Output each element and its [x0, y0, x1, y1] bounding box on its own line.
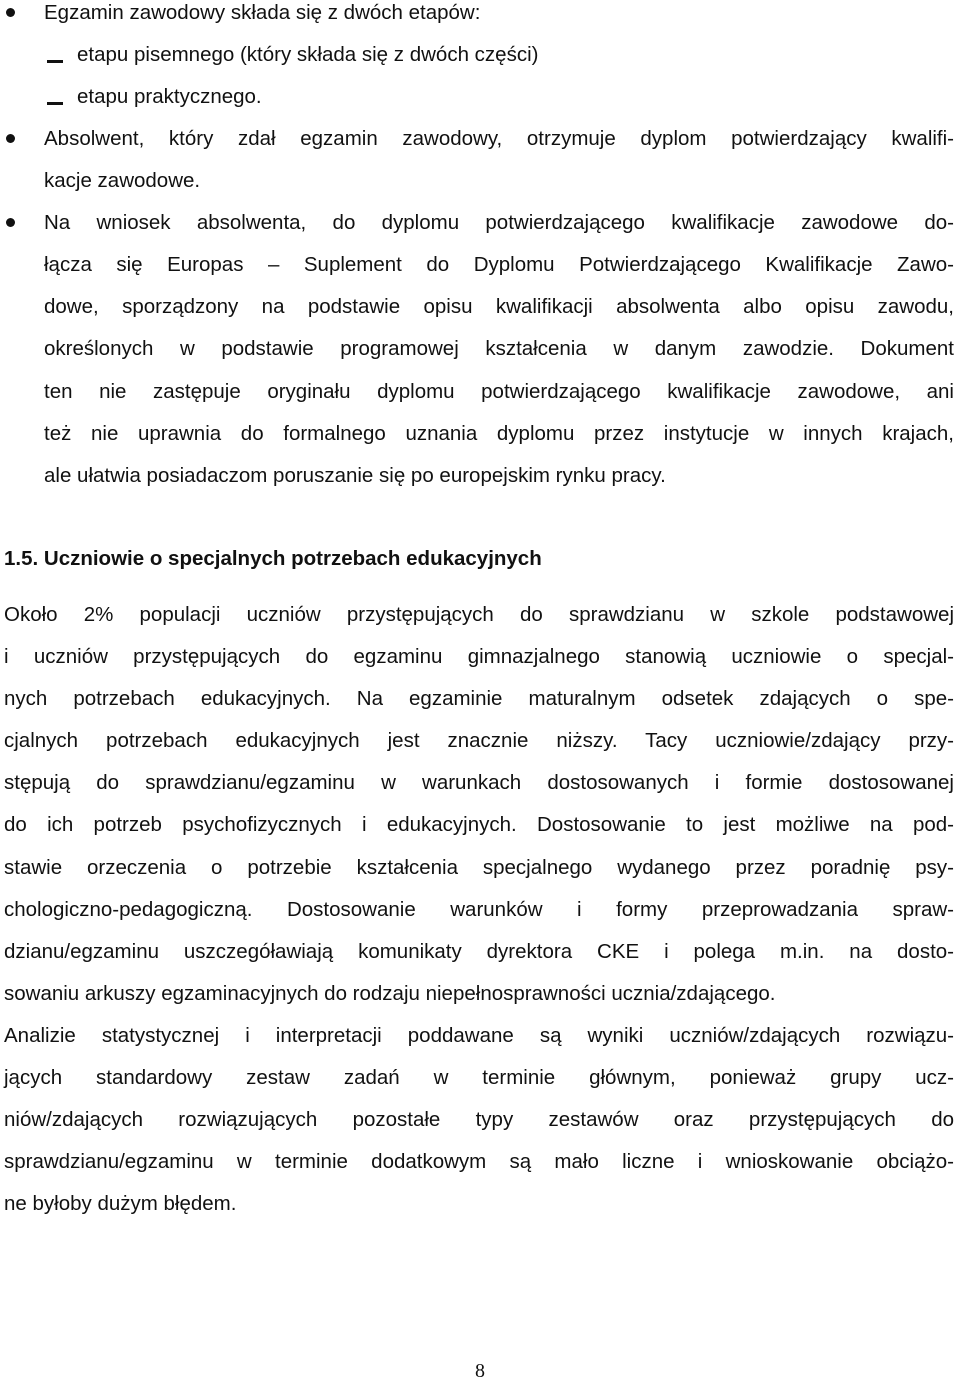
paragraph-1-line-9: dzianu/egzaminu uszczegóławiają komunikaty dyrektora CKE i polega m.in. na dosto- — [4, 940, 954, 963]
paragraph-1-line-1: Około 2% populacji uczniów przystępujących do sprawdzianu w szkole podstawowej — [4, 603, 954, 626]
paragraph-2-line-1: Analizie statystycznej i interpretacji poddawane są wyniki uczniów/zdających rozwiązu- — [4, 1024, 954, 1047]
bullet-3-line-1: Na wniosek absolwenta, do dyplomu potwierdzającego kwalifikacje zawodowe do- — [44, 211, 954, 234]
paragraph-2-line-5: ne byłoby dużym błędem. — [4, 1192, 237, 1215]
bullet-3-line-5: ten nie zastępuje oryginału dyplomu potwierdzającego kwalifikacje zawodowe, ani — [44, 380, 954, 403]
bullet-3-line-7: ale ułatwia posiadaczom poruszanie się po europejskim rynku pracy. — [44, 464, 666, 487]
bullet-2-line-1: Absolwent, który zdał egzamin zawodowy, otrzymuje dyplom potwierdzający kwalifi- — [44, 127, 954, 150]
bullet-1-subitem-2: etapu praktycznego. — [77, 85, 262, 108]
bullet-3-line-4: określonych w podstawie programowej kształcenia w danym zawodzie. Dokument — [44, 337, 954, 360]
paragraph-2-line-3: niów/zdających rozwiązujących pozostałe typy zestawów oraz przystępujących do — [4, 1108, 954, 1131]
dash-marker — [47, 102, 63, 105]
bullet-3-line-3: dowe, sporządzony na podstawie opisu kwalifikacji absolwenta albo opisu zawodu, — [44, 295, 954, 318]
paragraph-2-line-4: sprawdzianu/egzaminu w terminie dodatkowym są mało liczne i wnioskowanie obciążo- — [4, 1150, 954, 1173]
bullet-1-line-1: Egzamin zawodowy składa się z dwóch etapów: — [44, 1, 481, 24]
page-number: 8 — [475, 1360, 485, 1382]
paragraph-1-line-2: i uczniów przystępujących do egzaminu gimnazjalnego stanowią uczniowie o specjal- — [4, 645, 954, 668]
paragraph-1-line-4: cjalnych potrzebach edukacyjnych jest znacznie niższy. Tacy uczniowie/zdający przy- — [4, 729, 954, 752]
paragraph-1-line-3: nych potrzebach edukacyjnych. Na egzaminie maturalnym odsetek zdających o spe- — [4, 687, 954, 710]
paragraph-2-line-2: jących standardowy zestaw zadań w terminie głównym, ponieważ grupy ucz- — [4, 1066, 954, 1089]
paragraph-1-line-10: sowaniu arkuszy egzaminacyjnych do rodzaju niepełnosprawności ucznia/zdającego. — [4, 982, 776, 1005]
paragraph-1-line-7: stawie orzeczenia o potrzebie kształcenia specjalnego wydanego przez poradnię psy- — [4, 856, 954, 879]
paragraph-1-line-8: chologiczno-pedagogiczną. Dostosowanie warunków i formy przeprowadzania spraw- — [4, 898, 954, 921]
bullet-marker — [6, 218, 15, 227]
bullet-marker — [6, 134, 15, 143]
dash-marker — [47, 60, 63, 63]
section-heading: 1.5. Uczniowie o specjalnych potrzebach edukacyjnych — [4, 547, 542, 570]
bullet-3-line-6: też nie uprawnia do formalnego uznania dyplomu przez instytucje w innych krajach, — [44, 422, 954, 445]
paragraph-1-line-6: do ich potrzeb psychofizycznych i edukacyjnych. Dostosowanie to jest możliwe na pod- — [4, 813, 954, 836]
paragraph-1-line-5: stępują do sprawdzianu/egzaminu w warunkach dostosowanych i formie dostosowanej — [4, 771, 954, 794]
bullet-marker — [6, 8, 15, 17]
bullet-1-subitem-1: etapu pisemnego (który składa się z dwóch części) — [77, 43, 539, 66]
bullet-3-line-2: łącza się Europas – Suplement do Dyplomu Potwierdzającego Kwalifikacje Zawo- — [44, 253, 954, 276]
bullet-2-line-2: kacje zawodowe. — [44, 169, 201, 192]
